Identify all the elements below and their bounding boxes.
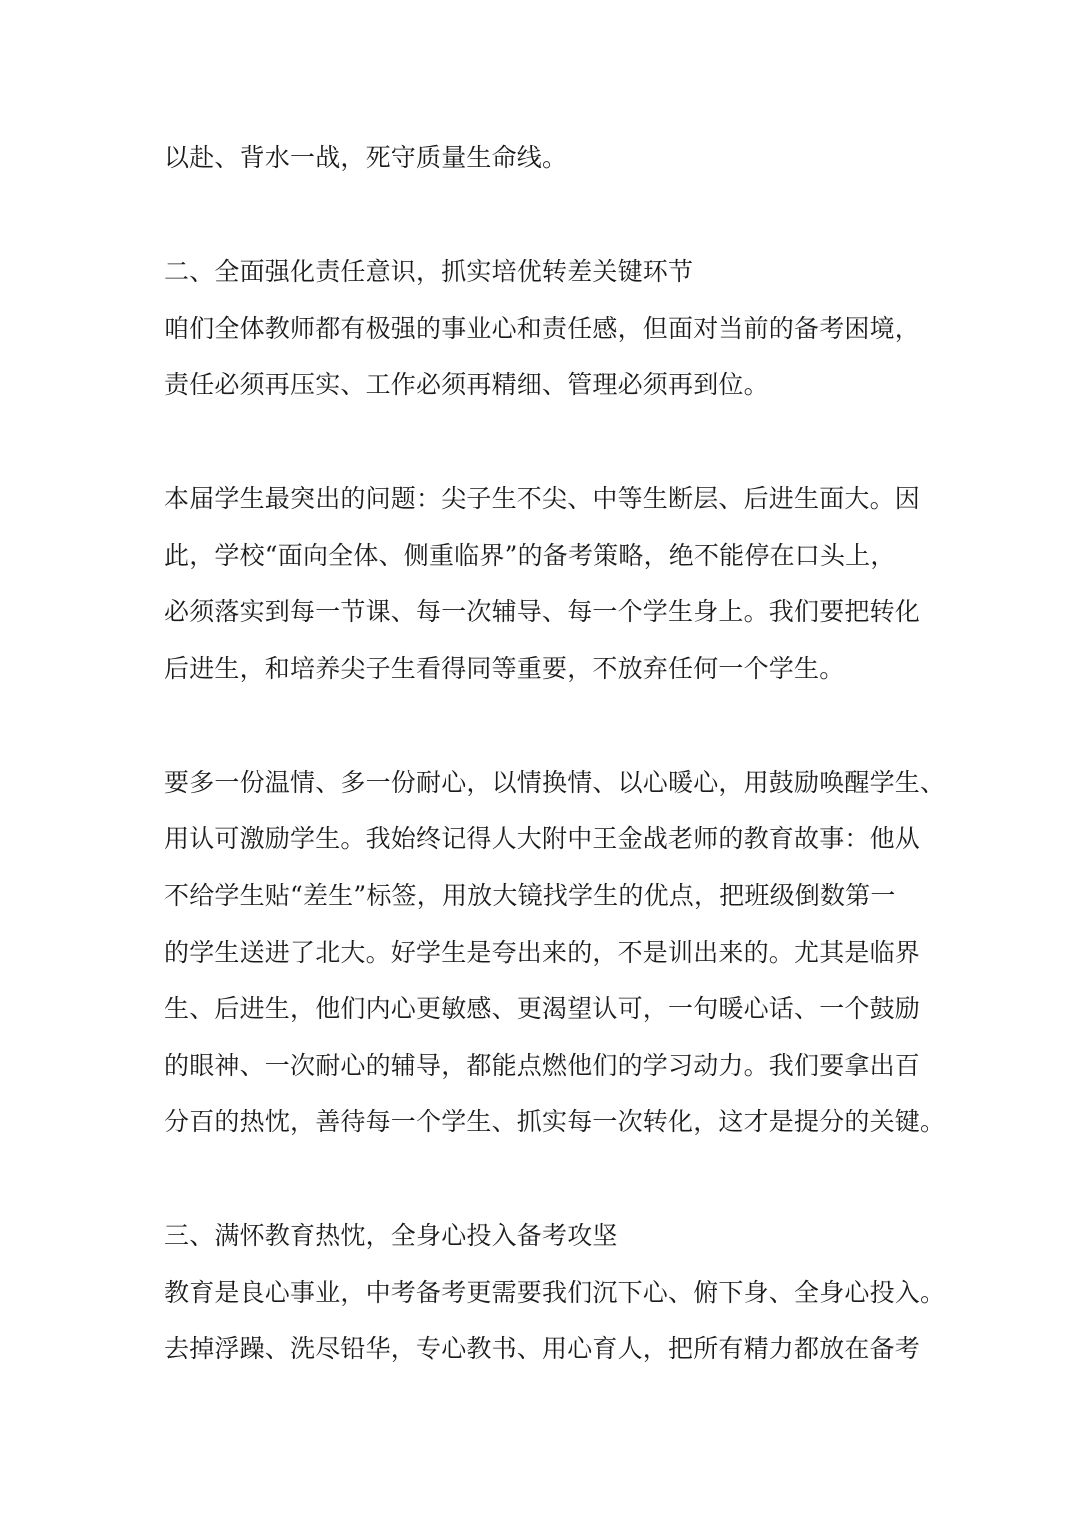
text-line: 本届学生最突出的问题：尖子生不尖、中等生断层、后进生面大。因	[164, 484, 921, 513]
text-line: 后进生，和培养尖子生看得同等重要，不放弃任何一个学生。	[164, 654, 845, 683]
text-line: 此，学校“面向全体、侧重临界”的备考策略，绝不能停在口头上，	[164, 541, 896, 570]
text-line: 分百的热忱，善待每一个学生、抓实每一次转化，这才是提分的关键。	[164, 1107, 946, 1136]
section-heading-3: 三、满怀教育热忱，全身心投入备考攻坚	[164, 1221, 618, 1250]
text-line: 的眼神、一次耐心的辅导，都能点燃他们的学习动力。我们要拿出百	[164, 1051, 921, 1080]
text-line-continuation: 以赴、背水一战，死守质量生命线。	[164, 143, 568, 172]
text-line: 必须落实到每一节课、每一次辅导、每一个学生身上。我们要把转化	[164, 597, 921, 626]
text-line: 教育是良心事业，中考备考更需要我们沉下心、俯下身、全身心投入。	[164, 1278, 946, 1307]
text-line: 咱们全体教师都有极强的事业心和责任感，但面对当前的备考困境，	[164, 314, 921, 343]
section-heading-2: 二、全面强化责任意识，抓实培优转差关键环节	[164, 257, 694, 286]
text-line: 不给学生贴“差生”标签，用放大镜找学生的优点，把班级倒数第一	[164, 881, 896, 910]
text-line: 生、后进生，他们内心更敏感、更渴望认可，一句暖心话、一个鼓励	[164, 994, 921, 1023]
text-line: 要多一份温情、多一份耐心，以情换情、以心暖心，用鼓励唤醒学生、	[164, 768, 946, 797]
text-line: 去掉浮躁、洗尽铅华，专心教书、用心育人，把所有精力都放在备考	[164, 1334, 921, 1363]
text-line: 责任必须再压实、工作必须再精细、管理必须再到位。	[164, 370, 769, 399]
text-line: 的学生送进了北大。好学生是夸出来的，不是训出来的。尤其是临界	[164, 938, 921, 967]
text-line: 用认可激励学生。我始终记得人大附中王金战老师的教育故事：他从	[164, 824, 921, 853]
